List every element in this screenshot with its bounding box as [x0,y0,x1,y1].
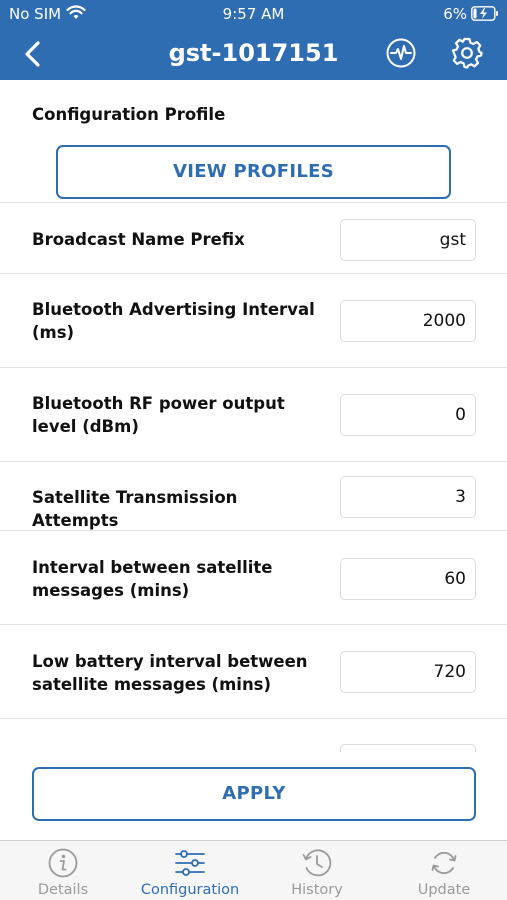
field-label: Bluetooth Advertising Interval (ms) [32,300,315,342]
tab-history[interactable] [254,841,380,900]
status-bar [0,0,507,28]
config-row [0,202,507,273]
field-label: Low battery interval between satellite messages (mins) [32,652,308,694]
advertising-interval-input[interactable]: 2000 [340,300,476,342]
tab-update[interactable] [381,841,507,900]
field-label: Broadcast Name Prefix [32,230,245,249]
pulse-icon[interactable] [385,37,417,69]
view-profiles-button[interactable]: VIEW PROFILES [56,145,451,199]
config-row-partial [0,718,507,752]
info-icon [47,847,79,879]
tab-details[interactable] [0,841,126,900]
broadcast-name-prefix-input[interactable]: gst [340,219,476,261]
battery-charging-icon [471,6,499,21]
rf-power-input[interactable]: 0 [340,394,476,436]
configuration-profile-label: Configuration Profile [32,105,226,124]
apply-button[interactable]: APPLY [32,767,476,821]
config-row [0,273,507,367]
config-row [0,624,507,718]
satellite-interval-input[interactable]: 60 [340,558,476,600]
low-battery-interval-input[interactable]: 720 [340,651,476,693]
nav-bar [0,28,507,80]
config-row [0,461,507,530]
field-label: Satellite Transmission Attempts [32,488,238,530]
tab-bar [0,840,507,900]
tab-label: History [291,882,343,898]
page-title: gst-1017151 [168,39,339,67]
history-icon [301,847,333,879]
gear-icon[interactable] [450,36,484,70]
tab-label: Details [37,882,89,898]
sliders-icon [174,847,206,879]
transmission-attempts-input[interactable]: 3 [340,476,476,518]
tab-label: Update [417,882,471,898]
partial-input[interactable] [340,744,476,752]
clock: 9:57 AM [222,5,285,23]
config-row [0,367,507,461]
tab-label: Configuration [140,882,240,898]
field-label: Bluetooth RF power output level (dBm) [32,394,285,436]
tab-configuration[interactable] [127,841,253,900]
carrier-label: No SIM [9,5,62,23]
apply-container [0,752,507,840]
config-row [0,530,507,624]
field-label: Interval between satellite messages (mins) [32,558,273,600]
refresh-icon [428,847,460,879]
configuration-content[interactable] [0,80,507,752]
battery-percent: 6% [443,5,467,23]
